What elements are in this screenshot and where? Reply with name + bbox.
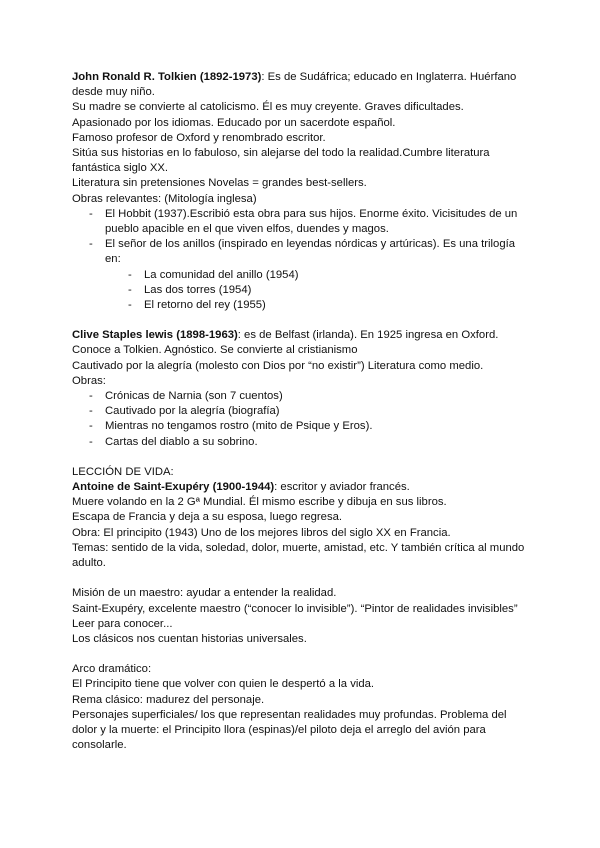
trilogy-item: - La comunidad del anillo (1954) xyxy=(72,268,527,283)
maestro-line: Saint-Exupéry, excelente maestro (“conocer lo invisible”). “Pintor de realidades invisibles” xyxy=(72,602,518,615)
exupery-line: Muere volando en la 2 Gª Mundial. Él mismo escribe y dibuja en sus libros. xyxy=(72,496,447,509)
tolkien-line: Su madre se convierte al catolicismo. Él es muy creyente. Graves dificultades. xyxy=(72,101,464,114)
exupery-heading-tail: : escritor y aviador francés. xyxy=(274,481,410,494)
spacer xyxy=(72,647,527,662)
lewis-line: Conoce a Tolkien. Agnóstico. Se convierte al cristianismo xyxy=(72,344,358,357)
trilogy-item: - Las dos torres (1954) xyxy=(72,283,527,298)
exupery-intro xyxy=(72,480,527,495)
arco-line: Arco dramático: xyxy=(72,663,152,676)
lewis-work-item: - Mientras no tengamos rostro (mito de Psique y Eros). xyxy=(72,419,527,434)
maestro-line: Leer para conocer... xyxy=(72,617,173,630)
arco-line: Rema clásico: madurez del personaje. xyxy=(72,693,265,706)
trilogy-item: - El retorno del rey (1955) xyxy=(72,298,527,313)
lewis-line: Cautivado por la alegría (molesto con Dios por “no existir”) Literatura como medio. xyxy=(72,359,484,372)
arco-line: Personajes superficiales/ los que representan realidades muy profundas. Problema del dolor y la muerte: el Principito llora (espinas)/el piloto deja el arreglo del avión para consolarle. xyxy=(72,708,507,752)
section-title: LECCIÓN DE VIDA: xyxy=(72,465,174,478)
tolkien-line: Sitúa sus historias en lo fabuloso, sin alejarse del todo la realidad.Cumbre literatura fantástica siglo XX. xyxy=(72,147,490,175)
lewis-heading-tail: : es de Belfast (irlanda). En 1925 ingresa en Oxford. xyxy=(237,329,499,342)
exupery-line: Obra: El principito (1943) Uno de los mejores libros del siglo XX en Francia. xyxy=(72,526,451,539)
exupery-line: Escapa de Francia y deja a su esposa, luego regresa. xyxy=(72,511,343,524)
maestro-line: Misión de un maestro: ayudar a entender la realidad. xyxy=(72,587,337,600)
exupery-line: Temas: sentido de la vida, soledad, dolor, muerte, amistad, etc. Y también crítica al mundo adulto. xyxy=(72,541,525,570)
lewis-work-item: - Cartas del diablo a su sobrino. xyxy=(72,435,527,450)
document-content xyxy=(72,70,527,753)
spacer xyxy=(72,313,527,328)
tolkien-heading: John Ronald R. Tolkien (1892-1973) xyxy=(72,71,262,83)
tolkien-work-item: - El Hobbit (1937).Escribió esta obra para sus hijos. Enorme éxito. Vicisitudes de un pueblo apacible en el que viven elfos, duendes y magos. xyxy=(72,207,527,237)
lewis-work-item: - Cautivado por la alegría (biografía) xyxy=(72,404,527,419)
maestro-line: Los clásicos nos cuentan historias universales. xyxy=(72,632,307,645)
lewis-work-item: - Crónicas de Narnia (son 7 cuentos) xyxy=(72,389,527,404)
spacer xyxy=(72,450,527,465)
tolkien-heading-tail: : Es de Sudáfrica; educado en Inglaterra. Huérfano desde muy niño. xyxy=(72,71,517,99)
arco-line: El Principito tiene que volver con quien le despertó a la vida. xyxy=(72,678,375,691)
lewis-heading: Clive Staples lewis (1898-1963) xyxy=(72,329,238,342)
tolkien-work-item: - El señor de los anillos (inspirado en leyendas nórdicas y artúricas). Es una trilogía en: xyxy=(72,237,527,267)
tolkien-line: Famoso profesor de Oxford y renombrado escritor. xyxy=(72,131,326,144)
tolkien-line: Apasionado por los idiomas. Educado por un sacerdote español. xyxy=(72,116,396,129)
exupery-heading: Antoine de Saint-Exupéry (1900-1944) xyxy=(72,481,275,494)
lewis-line: Obras: xyxy=(72,374,106,387)
lewis-works-list xyxy=(72,389,527,450)
tolkien-line: Literatura sin pretensiones Novelas = grandes best-sellers. xyxy=(72,177,367,190)
tolkien-works-list xyxy=(72,207,527,268)
tolkien-trilogy-list xyxy=(72,268,527,314)
tolkien-intro xyxy=(72,70,527,100)
spacer xyxy=(72,571,527,586)
tolkien-line: Obras relevantes: (Mitología inglesa) xyxy=(72,192,257,205)
lewis-intro xyxy=(72,328,527,343)
